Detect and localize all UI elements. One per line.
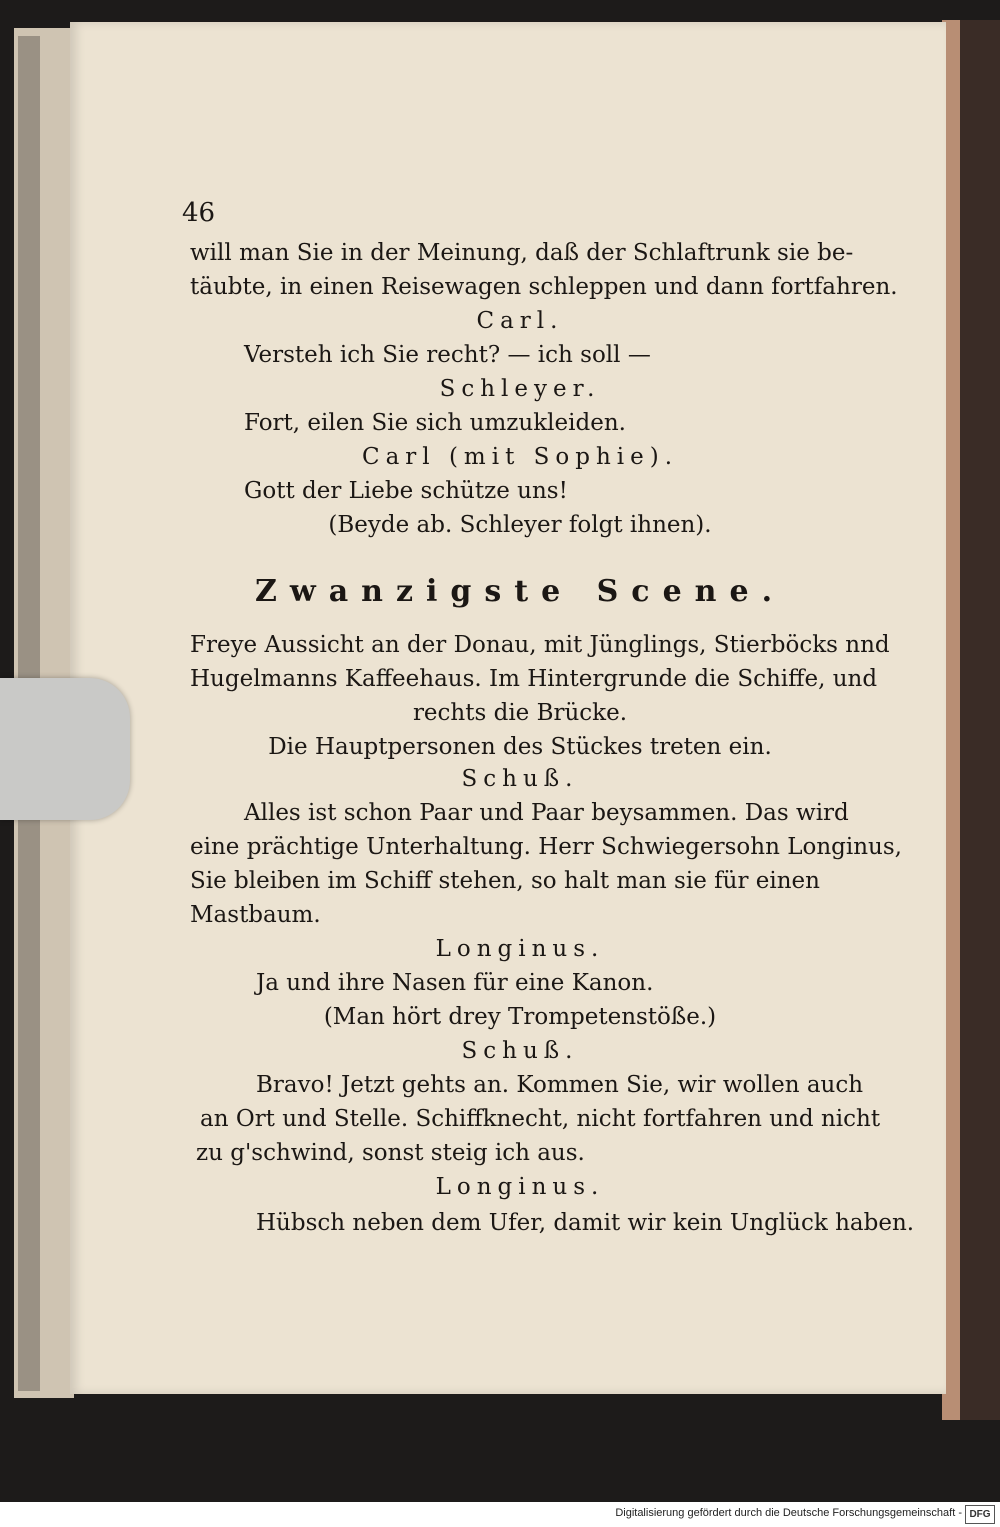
stage-direction: (Beyde ab. Schleyer folgt ihnen). [328, 512, 712, 538]
dialogue-line: Hübsch neben dem Ufer, damit wir kein Unglück haben. [256, 1210, 915, 1236]
dialogue-line: eine prächtige Unterhaltung. Herr Schwiegersohn Longinus, [190, 834, 902, 860]
speaker-name: Longinus. [435, 936, 605, 962]
dialogue-line: Bravo! Jetzt gehts an. Kommen Sie, wir wollen auch [256, 1072, 864, 1098]
stage-direction: (Man hört drey Trompetenstöße.) [323, 1004, 717, 1030]
speaker-name: Longinus. [435, 1174, 605, 1200]
scene-description-line: rechts die Brücke. [412, 700, 628, 726]
scene-heading: Zwanzigste Scene. [254, 574, 786, 609]
speaker-name: Schleyer. [439, 376, 601, 402]
funding-notice: Digitalisierung gefördert durch die Deutsche Forschungsgemeinschaft - [615, 1507, 962, 1519]
scene-description-line: Freye Aussicht an der Donau, mit Jünglings, Stierböcks nnd [190, 632, 890, 658]
text-line: will man Sie in der Meinung, daß der Schlaftrunk sie be- [190, 240, 854, 266]
speaker-name: Schuß. [461, 766, 579, 792]
speaker-name: Carl (mit Sophie). [361, 444, 679, 470]
dialogue-line: Gott der Liebe schütze uns! [244, 478, 568, 504]
dialogue-line: Fort, eilen Sie sich umzukleiden. [244, 410, 626, 436]
speaker-name: Carl. [476, 308, 564, 334]
dialogue-line: Versteh ich Sie recht? — ich soll — [244, 342, 651, 368]
dialogue-line: Alles ist schon Paar und Paar beysammen. Das wird [244, 800, 849, 826]
text-line: täubte, in einen Reisewagen schleppen und dann fortfahren. [190, 274, 898, 300]
dialogue-line: an Ort und Stelle. Schiffknecht, nicht fortfahren und nicht [200, 1106, 881, 1132]
page-number: 46 [182, 198, 216, 228]
footer-bar [0, 1502, 1000, 1527]
stage-direction: Die Hauptpersonen des Stückes treten ein. [268, 734, 772, 760]
dialogue-line: Mastbaum. [190, 902, 321, 928]
dialogue-line: zu g'schwind, sonst steig ich aus. [196, 1140, 585, 1166]
dfg-logo: DFG [965, 1505, 995, 1524]
dialogue-line: Sie bleiben im Schiff stehen, so halt man sie für einen [190, 868, 820, 894]
scene-description-line: Hugelmanns Kaffeehaus. Im Hintergrunde die Schiffe, und [190, 666, 878, 692]
dialogue-line: Ja und ihre Nasen für eine Kanon. [256, 970, 654, 996]
speaker-name: Schuß. [461, 1038, 579, 1064]
